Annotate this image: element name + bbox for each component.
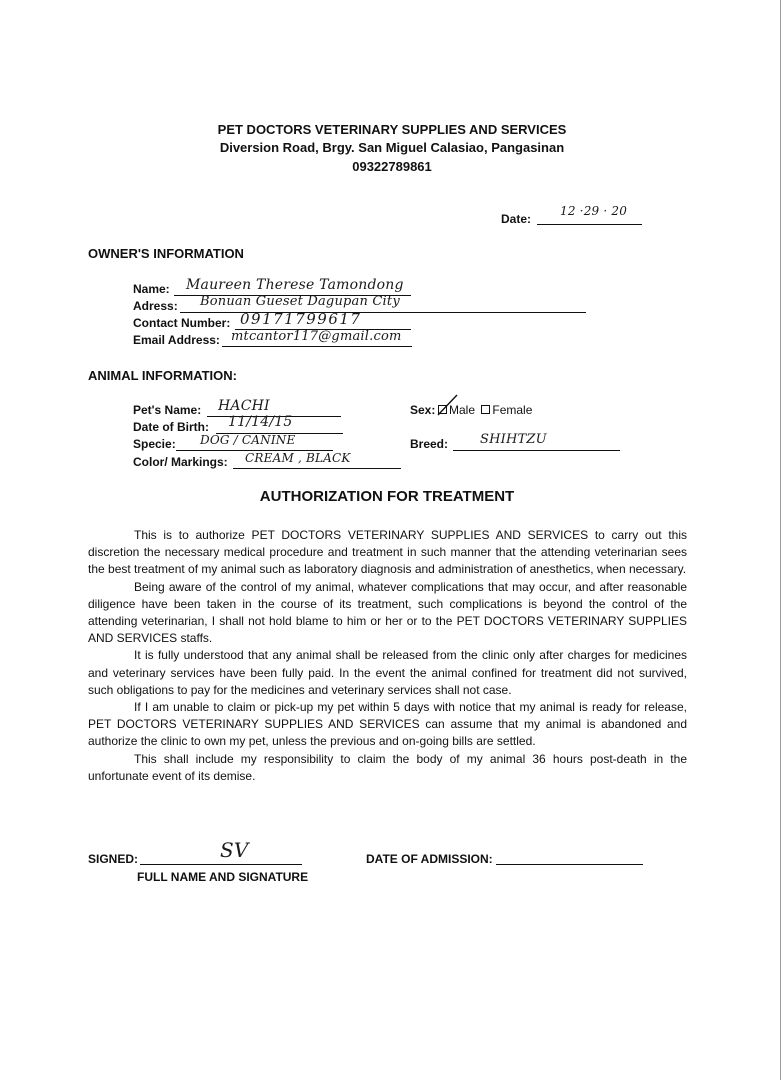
- breed-value: SHIHTZU: [480, 432, 547, 447]
- signed-label: SIGNED:: [88, 852, 139, 866]
- contact-number-value: 09171799617: [240, 310, 362, 328]
- female-checkbox[interactable]: [481, 405, 490, 414]
- animal-heading: ANIMAL INFORMATION:: [88, 368, 237, 383]
- owner-name-label: Name:: [133, 282, 170, 296]
- owner-name-value: Maureen Therese Tamondong: [186, 277, 404, 293]
- dob-value: 11/14/15: [228, 414, 293, 430]
- owner-address-value: Bonuan Gueset Dagupan City: [200, 294, 400, 309]
- color-markings-value: CREAM , BLACK: [245, 451, 351, 465]
- email-label: Email Address:: [133, 333, 220, 347]
- date-label: Date:: [501, 212, 532, 226]
- pet-name-label: Pet's Name:: [133, 403, 202, 417]
- admission-date-field[interactable]: [496, 849, 643, 865]
- dob-label: Date of Birth:: [133, 420, 209, 434]
- signature-caption: FULL NAME AND SIGNATURE: [137, 870, 309, 884]
- date-value: 12 ·29 · 20: [560, 204, 628, 218]
- owner-heading: OWNER'S INFORMATION: [88, 246, 244, 261]
- breed-label: Breed:: [410, 437, 449, 451]
- authorization-title: AUTHORIZATION FOR TREATMENT: [259, 488, 515, 505]
- male-option-label: Male: [449, 403, 476, 417]
- authorization-paragraph: This shall include my responsibility to claim the body of my animal 36 hours post-death in the unfortunate event of its demise.: [88, 751, 687, 783]
- specie-value: DOG / CANINE: [200, 433, 296, 447]
- color-markings-label: Color/ Markings:: [133, 455, 228, 469]
- male-check-mark-icon: [435, 393, 461, 419]
- authorization-body: [88, 527, 687, 785]
- authorization-paragraph: Being aware of the control of my animal, whatever complications that may occur, and after reasonable diligence have been taken in the course of its treatment, such complications is beyond the control of the attending veterinarian, I shall not hold blame to him or her or to the PET DOCTORS VETERINARY SUPPLIES AND SERVICES staffs.: [88, 579, 687, 646]
- clinic-phone: 09322789861: [352, 159, 432, 174]
- authorization-paragraph: If I am unable to claim or pick-up my pet within 5 days with notice that my animal is ready for release, PET DOCTORS VETERINARY SUPPLIES AND SERVICES can assume that my animal is abandoned and authorize the clinic to own my pet, unless the previous and on-going bills are settled.: [88, 700, 687, 749]
- specie-label: Specie:: [133, 437, 176, 451]
- authorization-paragraph: It is fully understood that any animal shall be released from the clinic only after charges for medicines and veterinary services have been fully paid. In the event the animal confined for treatment did not survived, such obligations to pay for the medicines and veterinary services shall not case.: [88, 648, 687, 697]
- signature-value: SV: [220, 838, 249, 862]
- clinic-name: PET DOCTORS VETERINARY SUPPLIES AND SERVICES: [217, 122, 567, 137]
- admission-date-label: DATE OF ADMISSION:: [366, 852, 493, 866]
- sex-label: Sex:: [410, 403, 436, 417]
- contact-number-label: Contact Number:: [133, 316, 231, 330]
- female-option-label: Female: [492, 403, 533, 417]
- pet-name-value: HACHI: [218, 398, 270, 414]
- authorization-paragraph: This is to authorize PET DOCTORS VETERINARY SUPPLIES AND SERVICES to carry out this discretion the necessary medical procedure and treatment in such manner that the attending veterinarian sees the best treatment of my animal such as laboratory diagnosis and administration of anesthetics, when necessary.: [88, 528, 687, 577]
- clinic-address: Diversion Road, Brgy. San Miguel Calasiao, Pangasinan: [219, 140, 565, 155]
- email-value: mtcantor117@gmail.com: [231, 329, 402, 344]
- owner-address-label: Adress:: [133, 299, 178, 313]
